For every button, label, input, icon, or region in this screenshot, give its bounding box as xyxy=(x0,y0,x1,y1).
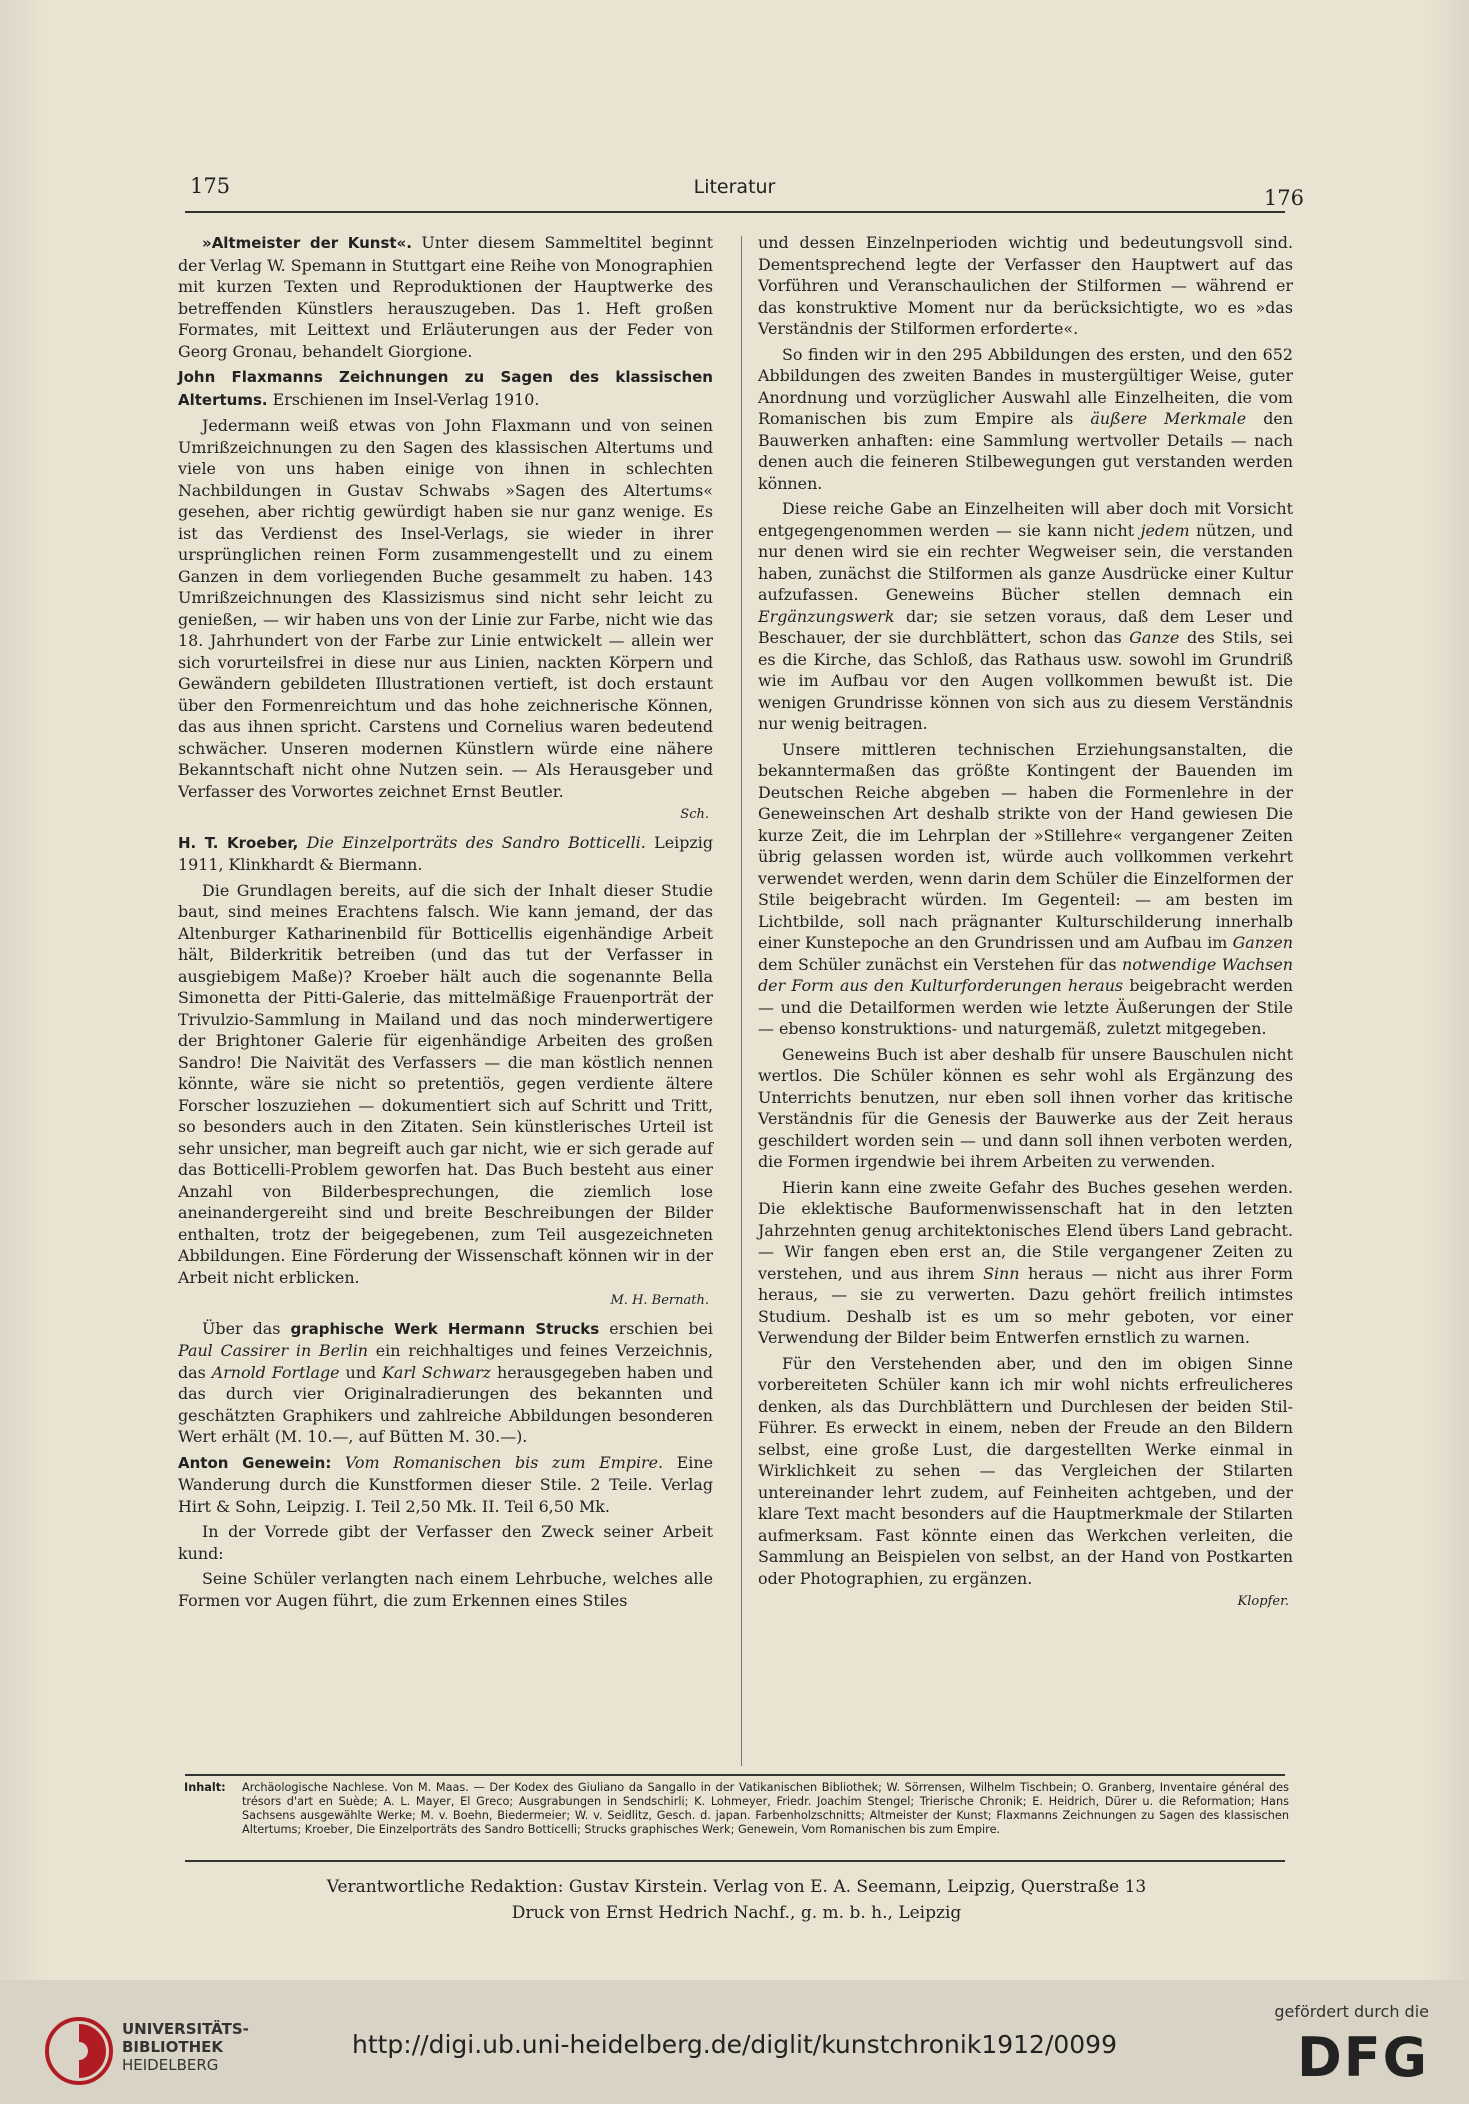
article-altmeister: »Altmeister der Kunst«. Unter diesem Sammeltitel beginnt der Verlag W. Spemann in Stuttgart eine Reihe von Monographien mit kurzen Texten und Reproduktionen der Hauptwerke des betreffenden Künstlers herauszugeben. Das 1. Heft großen Formates, mit Leittext und Erläuterungen aus der Feder von Georg Gronau, behandelt Giorgione. xyxy=(178,233,713,361)
header-rule xyxy=(185,211,1285,213)
library-name: UNIVERSITÄTS- BIBLIOTHEK HEIDELBERG xyxy=(122,2020,249,2074)
source-url-link[interactable]: http://digi.ub.uni-heidelberg.de/diglit/kunstchronik1912/0099 xyxy=(351,2030,1117,2059)
article-genewein-intro: In der Vorrede gibt der Verfasser den Zweck seiner Arbeit kund: xyxy=(178,1522,713,1563)
contents-label: Inhalt: xyxy=(184,1781,226,1794)
imprint xyxy=(184,1874,1289,1926)
imprint-editorial: Verantwortliche Redaktion: Gustav Kirstein. Verlag von E. A. Seemann, Leipzig, Querstraße 13 xyxy=(326,1877,1147,1897)
table-of-contents xyxy=(184,1781,1289,1837)
left-column xyxy=(178,232,713,1615)
viewer-footer xyxy=(0,1980,1469,2104)
article-flaxmann-heading: John Flaxmanns Zeichnungen zu Sagen des klassischen Altertums. Erschienen im Insel-Verlag 1910. xyxy=(178,368,713,409)
column-divider xyxy=(741,236,742,1766)
page-number-right: 176 xyxy=(1263,186,1304,210)
imprint-rule xyxy=(185,1860,1285,1862)
genewein-p3: Diese reiche Gabe an Einzelheiten will aber doch mit Vorsicht entgegengenommen werden — sie kann nicht jedem nützen, und nur denen wird sie ein rechter Wegweiser sein, die verstanden haben, zunächst die Stilformen als ganze Ausdrücke einer Kultur aufzufassen. Geneweins Bücher stellen demnach ein Ergänzungswerk dar; sie setzen voraus, daß dem Leser und Beschauer, der sie durchblättert, schon das Ganze des Stils, sei es die Kirche, das Schloß, das Rathaus usw. sowohl im Grundriß wie im Aufbau vor den Augen vollkommen bewußt ist. Die wenigen Grundrisse können von sich aus zu diesem Verständnis nur wenig beitragen. xyxy=(758,499,1294,733)
imprint-print: Druck von Ernst Hedrich Nachf., g. m. b. h., Leipzig xyxy=(511,1903,962,1923)
genewein-p7: Für den Verstehenden aber, und den im obigen Sinne vorbereiteten Schüler kann ich mir wohl nichts erfreulicheres denken, als das Durchblättern und Durchlesen der beiden Stil-Führer. Es erweckt in einem, neben der Freude an den Bildern selbst, eine große Lust, die dargestellten Werke einmal in Wirklichkeit zu sehen — das Vergleichen der Stilarten untereinander lehrt zudem, auf Feinheiten achtgeben, und der klare Text macht besonders auf die Hauptmerkmale der Stilarten aufmerksam. Fast könnte einen das Werkchen verleiten, die Sammlung an Beispielen von selbst, an der Hand von Postkarten oder Photographien, zu ergänzen. xyxy=(758,1353,1293,1588)
running-title: Literatur xyxy=(693,176,776,198)
right-column xyxy=(758,232,1293,1619)
article-genewein-heading: Anton Genewein: Vom Romanischen bis zum Empire. Eine Wanderung durch die Kunstformen dieser Stile. 2 Teile. Verlag Hirt & Sohn, Leipzig. I. Teil 2,50 Mk. II. Teil 6,50 Mk. xyxy=(178,1452,713,1516)
signature-bernath: M. H. Bernath. xyxy=(610,1293,709,1308)
contents-rule xyxy=(185,1774,1285,1776)
funding-note: gefördert durch die xyxy=(1274,2002,1429,2021)
signature-klopfer: Klopfer. xyxy=(1237,1594,1289,1609)
genewein-p5: Geneweins Buch ist aber deshalb für unsere Bauschulen nicht wertlos. Die Schüler können es sehr wohl als Ergänzung des Unterrichts benutzen, nur eben soll ihnen vorher das kritische Verständnis für die Genesis der Bauwerke aus der Zeit heraus geschildert worden sein — und dann soll ihnen verboten werden, die Formen irgendwie bei ihrem Arbeiten zu verwenden. xyxy=(758,1044,1293,1171)
contents-text: Archäologische Nachlese. Von M. Maas. — Der Kodex des Giuliano da Sangallo in der Vatikanischen Bibliothek; W. Sörrensen, Wilhelm Tischbein; O. Granberg, Inventaire général des trésors d'art en Suède; A. L. Mayer, El Greco; Ausgrabungen in Sendschirli; K. Lohmeyer, Friedr. Joachim Stengel; Trierische Chronik; E. Heidrich, Dürer u. die Reformation; Hans Sachsens ausgewählte Werke; M. v. Boehn, Biedermeier; W. v. Seidlitz, Gesch. d. japan. Farbenholzschnitts; Altmeister der Kunst; Flaxmanns Zeichnungen zu Sagen des klassischen Altertums; Kroeber, Die Einzelporträts des Sandro Botticelli; Strucks graphisches Werk; Genewein, Vom Romanischen bis zum Empire. xyxy=(242,1781,1289,1836)
signature-sch: Sch. xyxy=(680,807,709,822)
genewein-p6: Hierin kann eine zweite Gefahr des Buches gesehen werden. Die eklektische Bauformenwissenschaft hat in den letzten Jahrzehnten genug architektonisches Elend übers Land gebracht. — Wir fangen eben erst an, die Stile vergangener Zeiten zu verstehen, und aus ihrem Sinn heraus — nicht aus ihrer Form heraus, — sie zu verwerten. Dazu gehört freilich intimstes Studium. Deshalb ist es um so mehr geboten, vor einer Verwendung der Bilder beim Entwerfen ernstlich zu warnen. xyxy=(758,1177,1294,1347)
dfg-logo: DFG xyxy=(1296,2026,1429,2089)
genewein-continued: und dessen Einzelnperioden wichtig und bedeutungsvoll sind. Dementsprechend legte der Verfasser den Hauptwert auf das Vorführen und Veranschaulichen der Stilformen — während er das konstruktive Moment nur da berücksichtigte, wo es »das Verständnis der Stilformen erforderte«. xyxy=(758,233,1293,338)
page-number-left: 175 xyxy=(190,174,231,198)
article-kroeber-heading: H. T. Kroeber, Die Einzelporträts des Sandro Botticelli. Leipzig 1911, Klinkhardt & Biermann. xyxy=(178,832,714,874)
article-kroeber-body: Die Grundlagen bereits, auf die sich der Inhalt dieser Studie baut, sind meines Erachtens falsch. Wie kann jemand, der das Altenburger Katharinenbild für Botticellis eigenhändige Arbeit hält, Bilderkritik betreiben (und das tut der Verfasser in ausgiebigem Maße)? Kroeber hält auch die sogenannte Bella Simonetta der Pitti-Galerie, das mittelmäßige Frauenporträt der Trivulzio-Sammlung in Mailand und das noch minderwertigere der Brightoner Galerie für eigenhändige Arbeiten des großen Sandro! Die Naivität des Verfassers — die man köstlich nennen könnte, wäre sie nicht so pretentiös, gegen verdiente ältere Forscher loszuziehen — dokumentiert sich auf Schritt und Tritt, so besonders auch in den Zitaten. Sein künstlerisches Urteil ist sehr unsicher, man begreift auch gar nicht, wie er sich gerade auf das Botticelli-Problem geworfen hat. Das Buch besteht aus einer Anzahl von Bilderbesprechungen, die ziemlich lose aneinandergereiht sind und breite Beschreibungen der Bilder enthalten, trotz der beigegebenen, zum Teil ausgezeichneten Abbildungen. Eine Förderung der Wissenschaft können wir in der Arbeit nicht erblicken. xyxy=(178,880,713,1287)
genewein-p2: So finden wir in den 295 Abbildungen des ersten, und den 652 Abbildungen des zweiten Bandes in mustergültiger Weise, guter Anordnung und vorzüglicher Auswahl alle Einzelheiten, die vom Romanischen bis zum Empire als äußere Merkmale den Bauwerken anhaften: eine Sammlung wertvoller Details — nach denen auch die feineren Stilbewegungen gut verstanden werden können. xyxy=(758,344,1293,493)
article-genewein-body: Seine Schüler verlangten nach einem Lehrbuche, welches alle Formen vor Augen führt, die zum Erkennen eines Stiles xyxy=(178,1569,713,1610)
article-flaxmann-body: Jedermann weiß etwas von John Flaxmann und von seinen Umrißzeichnungen zu den Sagen des klassischen Altertums und viele von uns haben einige von ihnen in schlechten Nachbildungen in Gustav Schwabs »Sagen des Altertums« gesehen, aber richtig gewürdigt haben sie nur ganz wenige. Es ist das Verdienst des Insel-Verlags, sie wieder in ihrer ursprünglichen reinen Form zusammengestellt und zu einem Ganzen in dem vorliegenden Buche gesammelt zu haben. 143 Umrißzeichnungen des Klassizismus sind nicht sehr leicht zu genießen, — wir haben uns von der Linie zur Farbe, nicht wie das 18. Jahrhundert von der Farbe zur Linie entwickelt — allein wer sich vorurteilsfrei in diese nur aus Linien, nackten Körpern und Gewändern gebildeten Illustrationen vertieft, ist doch erstaunt über den Formenreichtum und das hohe zeichnerische Können, das aus ihnen spricht. Carstens und Cornelius waren bedeutend schwächer. Unseren modernen Künstlern würde eine nähere Bekanntschaft nicht ohne Nutzen sein. — Als Herausgeber und Verfasser des Vorwortes zeichnet Ernst Beutler. xyxy=(178,416,713,801)
genewein-p4: Unsere mittleren technischen Erziehungsanstalten, die bekanntermaßen das größte Kontingent der Bauenden im Deutschen Reiche abgeben — haben die Formenlehre in der Geneweinschen Art deshalb strikte von der Hand gewiesen Die kurze Zeit, die im Lehrplan der »Stillehre« vergangener Zeiten übrig gelassen worden ist, würde auch vollkommen verkehrt verwendet werden, wenn darin dem Schüler die Einzelformen der Stile beigebracht würden. Im Gegenteil: — am besten im Lichtbilde, soll nach prägnanter Kulturschilderung innerhalb einer Kunstepoche an den Grundrissen und am Aufbau im Ganzen dem Schüler zunächst ein Verstehen für das notwendige Wachsen der Form aus den Kulturforderungen heraus beigebracht werden — und die Detailformen werden wie letzte Äußerungen der Stile — ebenso konstruktions- und naturgemäß, zuletzt mitgegeben. xyxy=(758,739,1293,1038)
article-struck: Über das graphische Werk Hermann Strucks erschien bei Paul Cassirer in Berlin ein reichhaltiges und feines Verzeichnis, das Arnold Fortlage und Karl Schwarz herausgegeben haben und das durch vier Originalradierungen des bekannten und geschätzten Graphikers und zahlreiche Abbildungen besonderen Wert erhält (M. 10.—, auf Bütten M. 30.—). xyxy=(178,1318,713,1446)
